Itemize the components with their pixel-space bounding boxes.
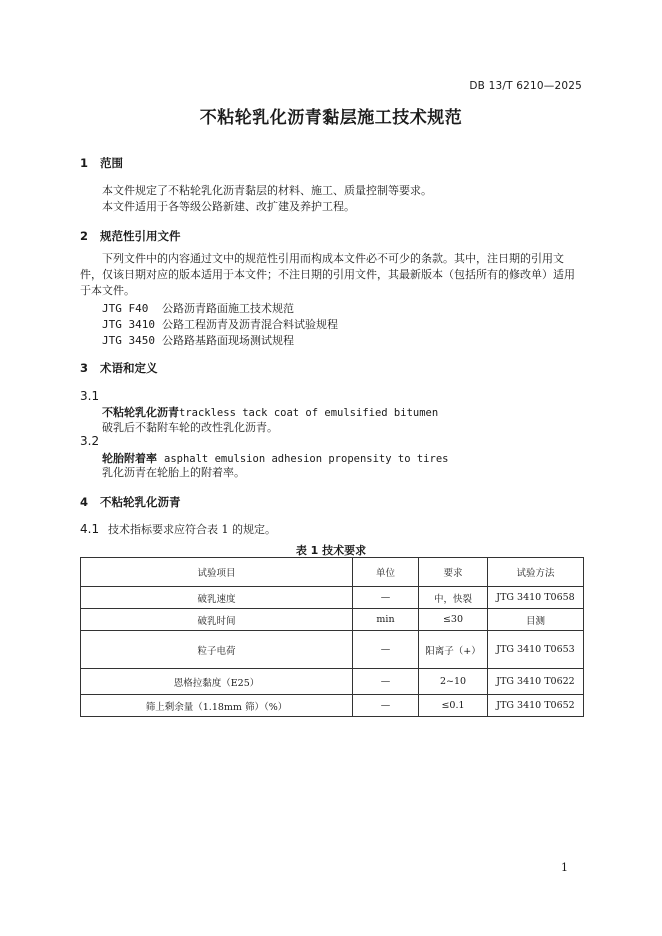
section-2-heading [80,228,181,244]
term-number: 3.2 [80,434,100,448]
term-chinese: 轮胎附着率 [102,452,157,465]
table-cell: 中，快裂 [419,587,488,609]
reference-code: JTG 3410 [102,318,155,331]
table-cell: — [353,631,419,669]
column-header: 单位 [353,558,419,587]
table-cell: ≤0.1 [419,695,488,717]
clause-text: 技术指标要求应符合表 1 的规定。 [108,523,276,536]
table-cell: 2~10 [419,669,488,695]
table-cell: min [353,609,419,631]
section-title: 范围 [100,156,123,170]
intro-paragraph: 下列文件中的内容通过文中的规范性引用而构成本文件必不可少的条款。其中，注日期的引用文件，仅该日期对应的版本适用于本文件；不注日期的引用文件，其最新版本（包括所有的修改单）适用于本文件。 [80,252,575,297]
reference-code: JTG 3450 [102,334,155,347]
term-entry [102,404,438,420]
page-number: 1 [561,861,568,874]
column-header: 试验方法 [488,558,584,587]
technical-requirements-table [80,557,584,717]
section-3-heading [80,360,158,376]
table-cell: 粒子电荷 [81,631,353,669]
table-row [81,609,584,631]
term-english: asphalt emulsion adhesion propensity to tires [164,453,449,465]
section-number: 4 [80,495,89,509]
section-number: 3 [80,361,89,375]
reference-item [102,332,294,348]
term-chinese: 不粘轮乳化沥青 [102,406,179,419]
table-cell: JTG 3410 T0652 [488,695,584,717]
table-cell: 目测 [488,609,584,631]
reference-name: 公路路基路面现场测试规程 [162,334,294,347]
reference-name: 公路工程沥青及沥青混合料试验规程 [162,318,338,331]
clause-number: 4.1 [80,522,100,536]
table-cell: — [353,587,419,609]
table-cell: 筛上剩余量（1.18mm 筛）（%） [81,695,353,717]
section-number: 2 [80,229,89,243]
table-cell: 阳离子（+） [419,631,488,669]
section-4-heading [80,494,181,510]
column-header: 要求 [419,558,488,587]
section-title: 不粘轮乳化沥青 [100,495,181,509]
reference-code: JTG F40 [102,302,149,315]
table-row [81,695,584,717]
table-cell: JTG 3410 T0658 [488,587,584,609]
paragraph: 本文件规定了不粘轮乳化沥青黏层的材料、施工、质量控制等要求。 [102,184,432,197]
document-title: 不粘轮乳化沥青黏层施工技术规范 [199,108,463,128]
standard-number: DB 13/T 6210—2025 [469,80,582,92]
term-number: 3.1 [80,389,100,403]
section-title: 术语和定义 [100,361,158,375]
table-header-row [81,558,584,587]
reference-item [102,300,294,316]
term-english: trackless tack coat of emulsified bitumen [179,407,439,419]
reference-name: 公路沥青路面施工技术规范 [162,302,294,315]
paragraph: 本文件适用于各等级公路新建、改扩建及养护工程。 [102,200,355,213]
table-cell: — [353,669,419,695]
table-row [81,631,584,669]
table-cell: 破乳速度 [81,587,353,609]
table-caption: 表 1 技术要求 [295,544,367,557]
term-definition: 乳化沥青在轮胎上的附着率。 [102,466,245,479]
table-cell: ≤30 [419,609,488,631]
table-row [81,587,584,609]
table-cell: 破乳时间 [81,609,353,631]
section-1-heading [80,155,123,171]
term-definition: 破乳后不黏附车轮的改性乳化沥青。 [102,421,278,434]
reference-item [102,316,338,332]
table-cell: JTG 3410 T0622 [488,669,584,695]
table-cell: 恩格拉黏度（E25） [81,669,353,695]
clause-4-1 [80,521,276,537]
column-header: 试验项目 [81,558,353,587]
section-number: 1 [80,156,89,170]
table-cell: — [353,695,419,717]
section-title: 规范性引用文件 [100,229,181,243]
table-cell: JTG 3410 T0653 [488,631,584,669]
table-row [81,669,584,695]
